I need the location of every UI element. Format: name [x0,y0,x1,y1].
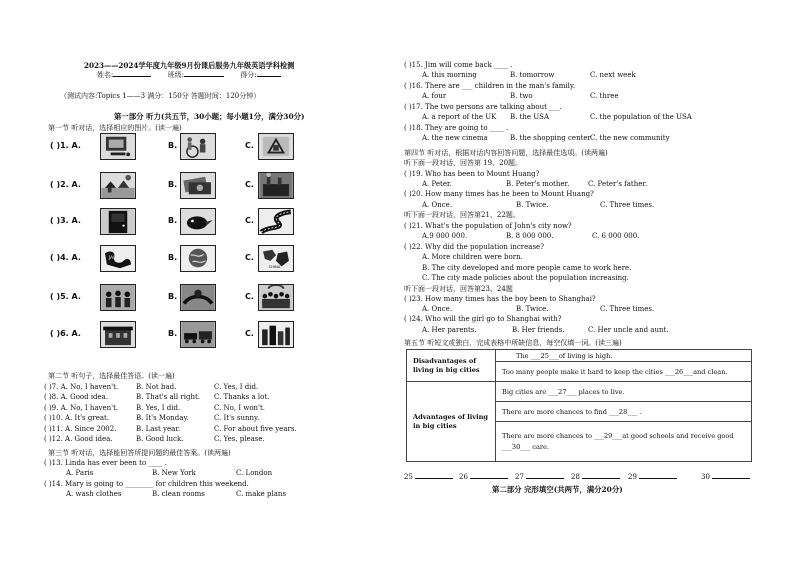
answer-field-29[interactable] [639,478,677,479]
sec2-question-10[interactable]: ( )10. A. It's great. [44,414,110,423]
money-icon[interactable] [180,172,216,199]
sec2-option-c-12[interactable]: C. Yes, please. [214,435,265,443]
answer-label-30: 30 [701,473,710,481]
sec3-option-a-16[interactable]: A. four [422,92,447,100]
sec3-option-a-18[interactable]: A. the new cinema [422,134,488,142]
wheelchair-icon[interactable] [180,133,216,160]
q20-option-a[interactable]: A. Once. [422,201,453,209]
village-icon[interactable] [100,172,136,199]
table-row-29-30: There are more chances to ___29___at good schools and receive good ___30___ care. [496,422,752,462]
q21-option-c[interactable]: C. 6 000 000. [592,232,640,240]
sec3-question-18: ( )18. They are going to ____ . [404,124,509,132]
picture-question-1-c-label: C. [245,141,254,150]
q21-option-a[interactable]: A.9 000 000. [422,232,468,240]
q20-option-b[interactable]: B. Twice. [516,201,549,209]
door-icon[interactable] [100,208,136,235]
factory-icon[interactable] [258,172,294,199]
sec3-option-a-14[interactable]: A. wash clothes [66,489,122,498]
sec3-option-a-15[interactable]: A. this morning [422,71,477,79]
q19-option-b[interactable]: B. Peter's mother. [506,180,570,188]
question-23: ( )23. How many times has the boy been to Shanghai? [404,295,596,303]
svg-text:CHINA: CHINA [268,265,281,270]
q24-option-b[interactable]: B. Her friends. [512,326,565,334]
sec3-option-b-18[interactable]: B. the shopping center [510,134,591,142]
sec2-option-b-8[interactable]: B. That's all right. [136,393,200,402]
building-icon[interactable] [100,321,136,348]
answer-label-25: 25 [404,473,413,481]
section3-instruction: 第三节 听对话，选择能回答所提问题的最佳答案。(读两遍) [48,449,231,457]
section1-instruction: 第一节 听对话，选择相应的图片。(读一遍) [48,124,182,132]
q19-option-c[interactable]: C. Peter's father. [588,180,648,188]
picture-question-3-b-label: B. [168,216,178,225]
picture-question-4-b-label: B. [168,253,178,262]
sec3-option-c-13[interactable]: C. London [236,469,273,477]
sec2-option-b-9[interactable]: B. Yes, I did. [136,403,181,412]
hands-icon[interactable] [180,284,216,311]
globe-icon[interactable] [180,245,216,272]
section5-instruction: 第五节 听短文或独白，完成表格中所缺信息，每空仅填一词。(读三遍) [404,339,622,347]
picture-question-5-c-label: C. [245,292,254,301]
answer-field-30[interactable] [712,478,750,479]
sec3-question-15: ( )15. Jim will come back ____ . [404,61,513,69]
score-field[interactable] [257,76,281,77]
listening-table [406,349,752,462]
answer-blank-27[interactable] [515,473,564,482]
answer-blank-29[interactable] [628,473,677,482]
question-21: ( )21. What's the population of John's city now? [404,222,572,230]
section2-instruction: 第二节 听句子，选择最佳答语。(读一遍) [48,372,175,380]
sec2-option-b-7[interactable]: B. Not bad. [136,383,177,391]
picture-question-4-number: ( )4. A. [50,253,81,262]
section4-intro-21-22: 听下面一段对话，回答第21、22题。 [404,211,520,219]
answer-blank-25[interactable] [404,473,453,482]
countries-icon[interactable] [258,245,294,272]
sec2-question-8[interactable]: ( )8. A. Good idea. [44,393,109,402]
recycle-icon[interactable] [258,133,294,160]
computer-icon[interactable] [100,133,136,160]
sec3-option-c-15[interactable]: C. next week [590,71,636,79]
name-label: 姓名: [97,71,114,79]
sec3-question-17: ( )17. The two persons are talking about ___. [404,103,562,111]
sec2-option-b-12[interactable]: B. Good luck. [136,435,184,443]
table-row-25: The ___25___of living is high. [496,350,752,362]
sec2-question-11[interactable]: ( )11. A. Since 2002. [44,424,117,433]
answer-field-26[interactable] [470,478,508,479]
sec3-option-b-13[interactable]: B. New York [152,469,196,477]
picture-question-3-number: ( )3. A. [50,216,81,225]
table-row-27: Big cities are ___27___ places to live. [496,382,752,402]
sec3-option-c-16[interactable]: C. three [590,92,619,100]
class-label: 班级: [167,71,184,79]
exam-title: 2023——2024学年度九年级9月份课后服务九年级英语学科检测 [84,61,295,70]
q24-option-c[interactable]: C. Her uncle and aunt. [588,326,669,334]
answer-blank-30[interactable] [701,473,750,482]
answer-field-28[interactable] [582,478,620,479]
q23-option-c[interactable]: C. Three times. [600,305,655,313]
table-row-26: Too many people make it hard to keep the cities ___26___and clean. [496,362,752,382]
people-icon[interactable] [100,284,136,311]
sec2-option-b-11[interactable]: B. Last year. [136,424,181,433]
picture-question-3-c-label: C. [245,216,254,225]
sec3-question-13: ( )13. Linda has ever been to ____ . [44,459,167,467]
sec3-option-a-17[interactable]: A. a report of the UK [422,113,497,121]
q23-option-a[interactable]: A. Once. [422,305,453,313]
section4-instruction: 第四节 听对话，根据对话内容回答问题，选择最佳选项。(读两遍) [404,149,608,157]
vehicles-icon[interactable] [180,321,216,348]
q22-option-b[interactable]: B. The city developed and more people came to work here. [422,264,632,272]
city-icon[interactable] [258,321,294,348]
q24-option-a[interactable]: A. Her parents. [422,326,477,334]
picture-question-5-b-label: B. [168,292,178,301]
name-field[interactable] [113,76,151,77]
sec3-question-14: ( )14. Mary is going to ________ for children this weekend. [44,479,249,488]
q22-option-c[interactable]: C. The city made policies about the population increasing. [422,274,629,282]
sec3-option-c-18[interactable]: C. the new community [590,134,670,142]
sec3-option-b-16[interactable]: B. two [510,92,533,100]
picture-question-6-c-label: C. [245,329,254,338]
sec3-option-c-14[interactable]: C. make plans [236,489,286,498]
part1-title: 第一部分 听力(共五节，30小题；每小题1分，满分30分) [114,112,305,121]
picture-question-2-c-label: C. [245,180,254,189]
question-24: ( )24. Who will the girl go to Shanghai with? [404,315,562,323]
q22-option-a[interactable]: A. More children were born. [422,253,523,261]
sec3-option-c-17[interactable]: C. the population of the USA [590,113,692,121]
sec2-question-9[interactable]: ( )9. A. No, I haven't. [44,403,119,412]
answer-label-27: 27 [515,473,524,481]
answer-field-25[interactable] [415,478,453,479]
answer-blank-28[interactable] [571,473,620,482]
section4-intro-19-20: 听下面一段对话，回答第 19、20题。 [404,159,523,167]
advantages-label: Advantages of living in big cities [407,382,496,462]
answer-label-26: 26 [459,473,468,481]
sec2-option-c-7[interactable]: C. Yes, I did. [214,383,259,391]
picture-question-5-number: ( )5. A. [50,292,81,301]
svg-text:JAPAN: JAPAN [108,255,123,261]
picture-question-1-b-label: B. [168,141,178,150]
sec2-option-c-9[interactable]: C. No, I won't. [214,403,266,412]
sec3-option-a-13[interactable]: A. Paris [66,469,94,477]
sec2-option-c-10[interactable]: C. It's sunny. [214,414,260,423]
world-map-icon[interactable] [100,245,136,272]
picture-question-6-number: ( )6. A. [50,329,81,338]
sec2-question-7[interactable]: ( )7. A. No, I haven't. [44,383,119,391]
bird-icon[interactable] [180,208,216,235]
question-20: ( )20. How many times has he been to Mount Huang? [404,190,594,198]
sec3-option-b-15[interactable]: B. tomorrow [510,71,555,79]
score-label: 得分: [240,71,257,79]
part2-title: 第二部分 完形填空(共两节，满分20分) [492,485,623,494]
sec2-option-c-8[interactable]: C. Thanks a lot. [214,393,270,402]
question-19: ( )19. Who has been to Mount Huang? [404,170,540,178]
sec2-question-12[interactable]: ( )12. A. Good idea. [44,435,113,443]
question-22: ( )22. Why did the population increase? [404,243,544,251]
student-info-line [97,71,281,80]
q21-option-b[interactable]: B. 8 000 000. [506,232,554,240]
q23-option-b[interactable]: B. Twice. [516,305,549,313]
sec3-option-b-14[interactable]: B. clean rooms [152,489,205,498]
picture-question-2-b-label: B. [168,180,178,189]
picture-question-1-number: ( )1. A. [50,141,81,150]
sec2-option-b-10[interactable]: B. It's Monday. [136,414,189,423]
sec3-option-b-17[interactable]: B. the USA [510,113,550,121]
class-field[interactable] [184,76,224,77]
picture-question-6-b-label: B. [168,329,178,338]
answer-label-28: 28 [571,473,580,481]
crowd-icon[interactable] [258,284,294,311]
sec3-question-16: ( )16. There are ___ children in the man's family. [404,82,576,90]
sec2-option-c-11[interactable]: C. For about five years. [214,424,297,433]
answer-field-27[interactable] [526,478,564,479]
table-row-28: There are more chances to find ___28___ . [496,402,752,422]
section4-intro-23-24: 听下面一段对话，回答第23、24题 [404,285,513,293]
test-scope: （测试内容:Topics 1——3 满分：150分 答题时间：120分钟） [60,92,261,100]
picture-question-4-c-label: C. [245,253,254,262]
answer-label-29: 29 [628,473,637,481]
disadvantages-label: Disadvantages of living in big cities [407,350,496,382]
road-icon[interactable] [258,208,294,235]
answer-blank-26[interactable] [459,473,508,482]
picture-question-2-number: ( )2. A. [50,180,81,189]
q19-option-a[interactable]: A. Peter. [422,180,452,188]
q20-option-c[interactable]: C. Three times. [600,201,655,209]
